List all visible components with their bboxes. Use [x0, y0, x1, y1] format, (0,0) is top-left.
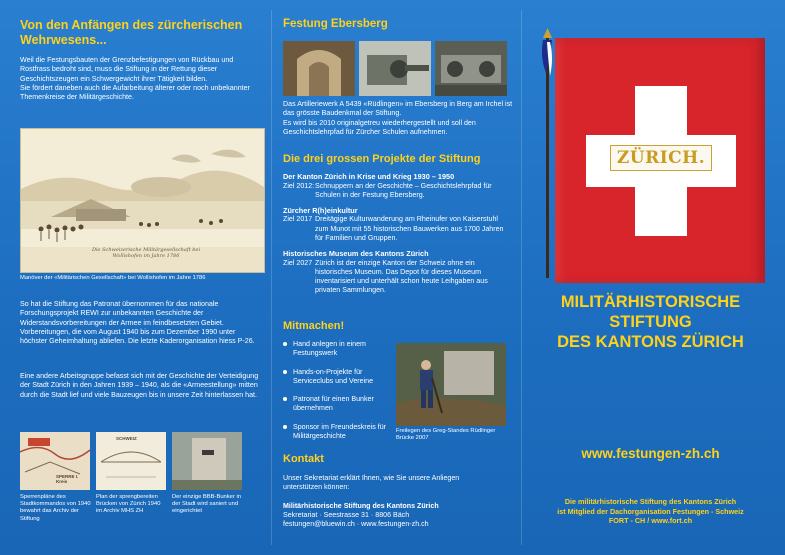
worker-illustration — [396, 343, 506, 426]
tunnel-photo — [283, 41, 355, 96]
project-text: Zürich ist der einzige Kanton der Schweiz ohne ein historisches Museum. Das Depot für dieses Museum inventarisiert und unterhält schon heute Leihgaben aus privaten Sammlungen. — [315, 258, 488, 295]
gun-illustration — [359, 41, 431, 96]
projects-list — [283, 166, 513, 295]
project-item — [283, 172, 513, 200]
machine-room-photo — [435, 41, 507, 96]
project-title: Historisches Museum des Kantons Zürich — [283, 249, 429, 259]
projects-heading: Die drei grossen Projekte der Stiftung — [283, 153, 481, 165]
mitmachen-list — [283, 340, 391, 450]
footer-line-3: FORT - CH / www.fort.ch — [608, 516, 693, 525]
column-divider — [521, 10, 522, 545]
title-line-3: DES KANTONS ZÜRICH — [557, 333, 744, 351]
ebersberg-heading: Festung Ebersberg — [283, 18, 388, 30]
kontakt-intro: Unser Sekretariat erklärt Ihnen, wie Sie unsere Anliegen unterstützen können: — [283, 474, 460, 492]
rewi-paragraph: So hat die Stiftung das Patronat übernommen für das nationale Forschungsprojekt REWI zur unbekannten Geschichte der Widerstandsvorbereitungen der Armee im feindbesetzten Gebiet. Vorbereitungen, die vom August 1940 bis zum Dezember 1990 unter höchster Geheimhaltung abliefen. Die letzte Kaderorganisation hiess P-26. — [20, 300, 255, 346]
bullet-icon — [283, 370, 287, 374]
flag-banner — [610, 145, 712, 171]
gun-photo — [359, 41, 431, 96]
zurich-flag — [555, 38, 765, 283]
sperrenplan-caption: Sperrenpläne des Stadtkommandos von 1940 bewahrt das Archiv der Stiftung — [20, 494, 91, 522]
project-year: Ziel 2017 — [283, 215, 313, 224]
list-item: Sponsor im Freundeskreis für Militärgeschichte — [283, 423, 391, 442]
bridge-plan-caption: Plan der sprengbereiten Brücken von Zürich 1940 im Archiv MHS ZH — [96, 494, 161, 515]
mitmachen-heading: Mitmachen! — [283, 320, 345, 332]
sperrenplan-photo — [20, 432, 90, 490]
history-intro: Weil die Festungsbauten der Grenzbefestigungen von Rückbau und Rostfrass bedroht sind, muss die Stiftung in der Rettung dieser Geschichtszeugen ein Schwergewicht ihrer Tätigkeit bilden. Sie fördert daneben auch die Aufarbeitung älterer oder noch unbekannter Themenkreise der Militärgeschichte. — [20, 56, 250, 102]
worker-caption: Freilegen des Greg-Standes Rüdlinger Brücke 2007 — [396, 428, 496, 442]
bunker-caption: Der einzige BBB-Bunker in der Stadt wird saniert und eingerichtet — [172, 494, 241, 515]
bunker-photo — [172, 432, 242, 490]
kontakt-address: Sekretariat · Seestrasse 31 · 8806 Bäch — [283, 511, 410, 519]
tunnel-illustration — [283, 41, 355, 96]
project-title: Zürcher R(h)einkultur — [283, 205, 358, 215]
engraving-caption: Manöver der «Militärischen Gesellschaft» bei Wollishofen im Jahre 1786 — [20, 275, 206, 281]
engraving-inscription: Die Schweizerische Militärgesellschaft bei Wollishofen im Jahre 1786 — [91, 247, 201, 259]
list-item: Hands-on-Projekte für Serviceclubs und Vereine — [283, 368, 391, 387]
project-year: Ziel 2012: — [283, 181, 315, 190]
list-item: Hand anlegen in einem Festungswerk — [283, 340, 391, 359]
worker-photo — [396, 343, 506, 426]
project-text: Dreitägige Kulturwanderung am Rheinufer von Kaiserstuhl zum Munot mit 55 historischen Bauwerken aus 1700 Jahren für Familien und Gruppen. — [315, 215, 504, 242]
website-link[interactable]: www.festungen-zh.ch — [581, 446, 720, 461]
project-item — [283, 206, 513, 243]
armeestellung-paragraph: Eine andere Arbeitsgruppe befasst sich mit der Geschichte der Verteidigung der Stadt Zürich in den Jahren 1939 – 1940, als die «Armeestellung» mitten durch die Stadt lief und viele Bauzeugen bis in unsere Zeit hinterlassen hat. — [20, 372, 259, 399]
list-item: Patronat für einen Bunker übernehmen — [283, 395, 391, 414]
plan-label: SCHWEIZ — [116, 436, 137, 441]
project-item — [283, 249, 513, 295]
flag-banner-text: ZÜRICH. — [616, 148, 706, 168]
footer-line-2: ist Mitglied der Dachorganisation Festungen - Schweiz — [557, 506, 744, 516]
kontakt-heading: Kontakt — [283, 453, 324, 465]
machine-room-illustration — [435, 41, 507, 96]
bullet-icon — [283, 342, 287, 346]
bunker-illustration — [172, 432, 242, 490]
project-text: Schnuppern an der Geschichte – Geschichtslehrpfad für Schulen in der Festung Ebersberg. — [315, 181, 492, 199]
bullet-icon — [283, 397, 287, 401]
ebersberg-text: Das Artilleriewerk A 5439 «Rüdlingen» im Ebersberg in Berg am Irchel ist das grösste Baudenkmal der Stiftung. Es wird bis 2010 originalgetreu wiederhergestellt und soll den Geschichtslehrpfad für Zürcher Schulen aufnehmen. — [283, 100, 513, 136]
project-title: Der Kanton Zürich in Krise und Krieg 1930 – 1950 — [283, 172, 455, 181]
title-line-2: STIFTUNG — [609, 313, 692, 331]
flag-pole — [538, 28, 554, 278]
column-divider — [271, 10, 272, 545]
kontakt-email-link[interactable]: festungen@bluewin.ch · www.festungen-zh.ch — [283, 520, 429, 528]
membership-footer — [528, 497, 773, 526]
title-line-1: MILITÄRHISTORISCHE — [560, 293, 741, 311]
footer-line-1: Die militärhistorische Stiftung des Kantons Zürich — [564, 497, 737, 506]
engraving-image — [20, 128, 265, 273]
bridge-plan-photo — [96, 432, 166, 490]
left-column — [20, 18, 263, 102]
foundation-title — [528, 292, 773, 352]
project-year: Ziel 2027 — [283, 258, 313, 267]
map-label: SPERRE I. Kreis — [56, 474, 79, 484]
history-heading: Von den Anfängen des zürcherischen Wehrwesens... — [20, 18, 243, 47]
kontakt-org: Militärhistorische Stiftung des Kantons Zürich — [283, 502, 439, 510]
bullet-icon — [283, 425, 287, 429]
